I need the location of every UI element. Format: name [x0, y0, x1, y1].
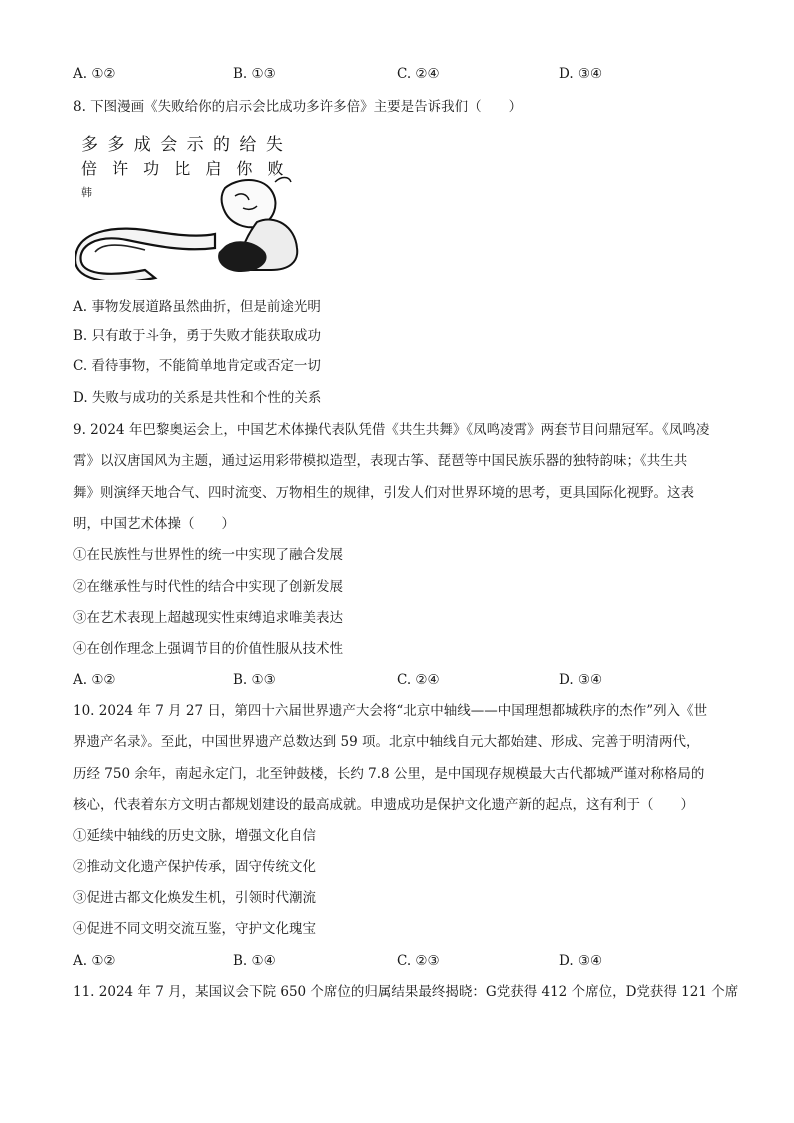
q9-statement-3: ③在艺术表现上超越现实性束缚追求唯美表达 — [73, 610, 343, 626]
q9-statement-2: ②在继承性与时代性的结合中实现了创新发展 — [73, 579, 343, 595]
q8-option-d[interactable]: D. 失败与成功的关系是共性和个性的关系 — [73, 390, 322, 406]
q9-stem-line-2: 霄》以汉唐国风为主题，通过运用彩带模拟造型，表现古筝、琵琶等中国民族乐器的独特韵味；《共生共 — [73, 453, 688, 469]
q10-option-c[interactable]: C. ②③ — [397, 953, 440, 969]
q10-option-a[interactable]: A. ①② — [73, 953, 116, 969]
q8-option-c[interactable]: C. 看待事物，不能简单地肯定或否定一切 — [73, 358, 321, 374]
comic-caption-row2: 倍 许 功 比 启 你 败 — [81, 159, 289, 178]
q8-option-b[interactable]: B. 只有敢于斗争，勇于失败才能获取成功 — [73, 328, 322, 344]
q9-options — [73, 670, 733, 690]
q8-comic-image — [75, 130, 307, 280]
q8-stem: 8. 下图漫画《失败给你的启示会比成功多许多倍》主要是告诉我们（ ） — [73, 99, 523, 115]
q10-option-d[interactable]: D. ③④ — [559, 953, 603, 969]
q10-options — [73, 951, 733, 971]
q9-option-c[interactable]: C. ②④ — [397, 672, 440, 688]
q9-stem-line-1: 9. 2024 年巴黎奥运会上，中国艺术体操代表队凭借《共生共舞》《凤鸣凌霄》两套节目问鼎冠军。《凤鸣凌 — [73, 422, 710, 438]
q10-stem-line-3: 历经 750 余年，南起永定门，北至钟鼓楼，长约 7.8 公里，是中国现存规模最大古代都城严谨对称格局的 — [73, 766, 705, 782]
q9-statement-1: ①在民族性与世界性的统一中实现了融合发展 — [73, 547, 343, 563]
winding-road-shape — [75, 229, 215, 280]
q9-stem-line-3: 舞》则演绎天地合气、四时流变、万物相生的规律，引发人们对世界环境的思考，更具国际化视野。这表 — [73, 485, 694, 501]
q10-statement-1: ①延续中轴线的历史文脉，增强文化自信 — [73, 828, 316, 844]
comic-caption-row1: 多 多 成 会 示 的 给 失 — [81, 135, 285, 155]
q10-option-b[interactable]: B. ①④ — [233, 953, 276, 969]
q10-statement-3: ③促进古都文化焕发生机，引领时代潮流 — [73, 890, 316, 906]
q7-option-d[interactable]: D. ③④ — [559, 66, 603, 82]
q9-option-b[interactable]: B. ①③ — [233, 672, 276, 688]
q10-statement-2: ②推动文化遗产保护传承，固守传统文化 — [73, 859, 316, 875]
q7-option-a[interactable]: A. ①② — [73, 66, 116, 82]
q8-option-a[interactable]: A. 事物发展道路虽然曲折，但是前途光明 — [73, 299, 321, 315]
q11-stem-line-1: 11. 2024 年 7 月，某国议会下院 650 个席位的归属结果最终揭晓：G党获得 412 个席位，D党获得 121 个席 — [73, 984, 739, 1000]
q9-option-d[interactable]: D. ③④ — [559, 672, 603, 688]
q10-stem-line-2: 界遗产名录》。至此，中国世界遗产总数达到 59 项。北京中轴线自元大都始建、形成、完善于明清两代， — [73, 734, 700, 750]
q7-options — [73, 64, 733, 84]
q7-option-c[interactable]: C. ②④ — [397, 66, 440, 82]
comic-signature: 韩 — [81, 186, 92, 199]
q9-option-a[interactable]: A. ①② — [73, 672, 116, 688]
q10-stem-line-1: 10. 2024 年 7 月 27 日，第四十六届世界遗产大会将“北京中轴线——中国理想都城秩序的杰作”列入《世 — [73, 703, 708, 719]
q10-stem-line-4: 核心，代表着东方文明古都规划建设的最高成就。申遗成功是保护文化遗产新的起点，这有利于（ ） — [73, 797, 694, 813]
q10-statement-4: ④促进不同文明交流互鉴，守护文化瑰宝 — [73, 921, 316, 937]
q7-option-b[interactable]: B. ①③ — [233, 66, 276, 82]
q9-stem-line-4: 明，中国艺术体操（ ） — [73, 516, 235, 532]
q9-statement-4: ④在创作理念上强调节目的价值性服从技术性 — [73, 641, 343, 657]
